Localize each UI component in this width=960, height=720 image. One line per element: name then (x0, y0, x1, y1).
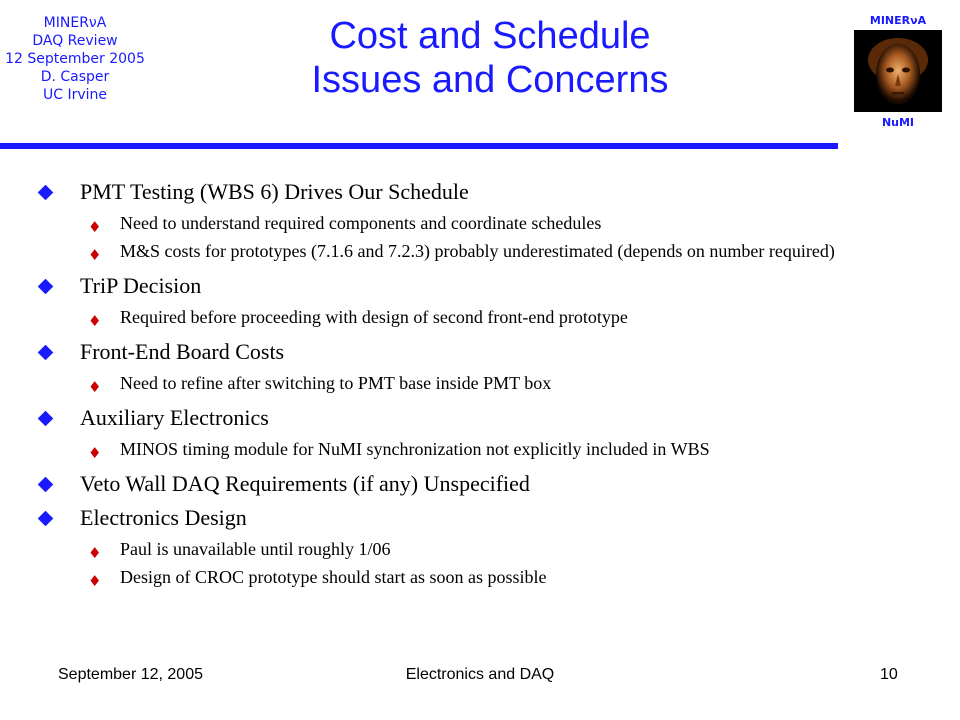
diamond-bullet-icon (38, 185, 54, 201)
header-info (0, 14, 150, 104)
header-date: 12 September 2005 (5, 51, 145, 67)
bullet-item (40, 470, 920, 498)
red-diamond-icon: ♦ (88, 218, 102, 236)
footer-date: September 12, 2005 (58, 666, 203, 683)
red-diamond-icon: ♦ (88, 544, 102, 562)
sub-bullet-text: Paul is unavailable until roughly 1/06 (120, 539, 391, 559)
red-diamond-icon: ♦ (88, 312, 102, 330)
sub-bullet-item (40, 306, 920, 328)
title-line-1: Cost and Schedule (329, 15, 651, 57)
diamond-bullet-icon (38, 477, 54, 493)
title-line-2: Issues and Concerns (311, 59, 669, 101)
logo-bottom-label: NuMI (881, 116, 915, 129)
sub-bullet-item (40, 212, 920, 234)
sub-bullet-text: Design of CROC prototype should start as soon as possible (120, 567, 547, 587)
sub-bullet-item (40, 566, 920, 588)
diamond-bullet-icon (38, 279, 54, 295)
header-review: DAQ Review (32, 33, 118, 49)
bullet-item (40, 504, 920, 532)
bullet-text: Electronics Design (80, 505, 247, 530)
bullet-text: TriP Decision (80, 273, 202, 298)
sub-bullet-text: Need to refine after switching to PMT base inside PMT box (120, 373, 552, 393)
sub-bullet-text: M&S costs for prototypes (7.1.6 and 7.2.3) probably underestimated (depends on number required) (120, 241, 835, 261)
diamond-bullet-icon (38, 411, 54, 427)
sub-bullet-text: MINOS timing module for NuMI synchronization not explicitly included in WBS (120, 439, 710, 459)
header-author: D. Casper (40, 69, 110, 85)
sub-bullet-item (40, 538, 920, 560)
bullet-list (40, 172, 920, 588)
bullet-item (40, 338, 920, 366)
slide-title (240, 14, 740, 102)
header-institution: UC Irvine (42, 87, 108, 103)
bullet-text: Front-End Board Costs (80, 339, 285, 364)
sub-bullet-item (40, 240, 920, 262)
bullet-text: Auxiliary Electronics (80, 405, 269, 430)
header-experiment: MINERνA (43, 15, 107, 31)
bullet-text: PMT Testing (WBS 6) Drives Our Schedule (80, 179, 469, 204)
minerva-head-icon (854, 30, 942, 112)
red-diamond-icon: ♦ (88, 246, 102, 264)
sub-bullet-text: Need to understand required components and coordinate schedules (120, 213, 602, 233)
diamond-bullet-icon (38, 345, 54, 361)
bullet-item (40, 404, 920, 432)
sub-bullet-text: Required before proceeding with design of second front-end prototype (120, 307, 628, 327)
footer-title: Electronics and DAQ (405, 666, 555, 683)
diamond-bullet-icon (38, 511, 54, 527)
bullet-text: Veto Wall DAQ Requirements (if any) Unspecified (80, 471, 530, 496)
minerva-logo (852, 14, 944, 130)
red-diamond-icon: ♦ (88, 444, 102, 462)
bullet-item (40, 272, 920, 300)
minerva-head-image (854, 30, 942, 112)
title-divider (0, 143, 838, 149)
red-diamond-icon: ♦ (88, 572, 102, 590)
page-number: 10 (880, 666, 898, 683)
logo-top-label: MINERνA (869, 14, 927, 27)
red-diamond-icon: ♦ (88, 378, 102, 396)
sub-bullet-item (40, 438, 920, 460)
bullet-item (40, 178, 920, 206)
sub-bullet-item (40, 372, 920, 394)
